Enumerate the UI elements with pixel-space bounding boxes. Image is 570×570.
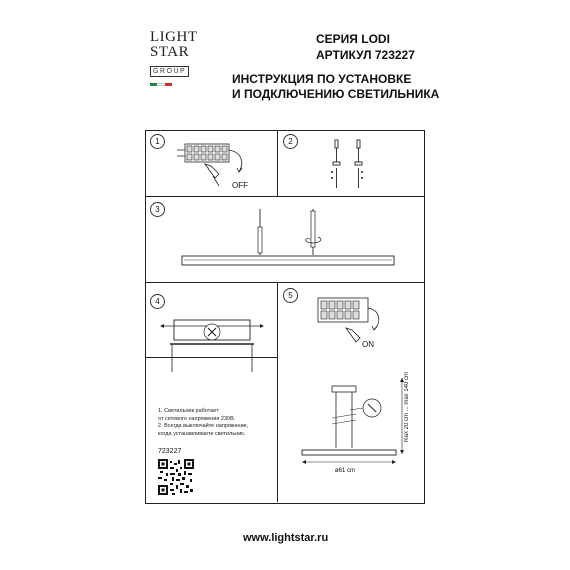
panel-number-4: 4 <box>150 294 165 309</box>
note-line: 2. Всегда выключайте напряжение, <box>158 423 249 429</box>
hanging-bar-illustration <box>158 310 268 376</box>
mounting-screws-illustration <box>325 138 375 192</box>
divider <box>145 282 425 283</box>
lamp-bar-illustration <box>170 205 410 275</box>
height-dimension-label: max 20 cm ... max 140 cm <box>404 372 410 443</box>
title-line2: И ПОДКЛЮЧЕНИЮ СВЕТИЛЬНИКА <box>232 87 440 101</box>
on-label: ON <box>362 340 374 349</box>
note-line: когда устанавливаете светильник. <box>158 430 246 437</box>
off-label: OFF <box>232 181 248 190</box>
italy-flag-icon <box>150 83 172 86</box>
safety-notes <box>158 408 248 438</box>
panel-number-5: 5 <box>283 288 298 303</box>
brand-logo <box>150 30 196 78</box>
terminal-block-on-illustration <box>308 292 388 352</box>
article-label: АРТИКУЛ 723227 <box>316 48 415 62</box>
logo-line2: STAR <box>150 44 190 60</box>
series-label: СЕРИЯ LODI <box>316 32 390 46</box>
panel-number-2: 2 <box>283 134 298 149</box>
logo-line3: GROUP <box>150 66 189 77</box>
note-line: от сетевого напряжения 230В. <box>158 415 236 422</box>
divider <box>145 196 425 197</box>
dimensions-illustration <box>290 368 414 496</box>
qr-code-icon <box>158 459 194 495</box>
article-code: 723227 <box>158 448 182 455</box>
panel-number-3: 3 <box>150 202 165 217</box>
website-link[interactable]: www.lightstar.ru <box>243 532 329 544</box>
note-line: 1. Светильник работает <box>158 408 219 414</box>
logo-line1: LIGHT <box>150 29 198 45</box>
divider <box>277 130 278 196</box>
panel-number-1: 1 <box>150 134 165 149</box>
title-line1: ИНСТРУКЦИЯ ПО УСТАНОВКЕ <box>232 72 412 86</box>
width-dimension-label: ø61 cm <box>335 468 356 474</box>
divider <box>277 282 278 502</box>
